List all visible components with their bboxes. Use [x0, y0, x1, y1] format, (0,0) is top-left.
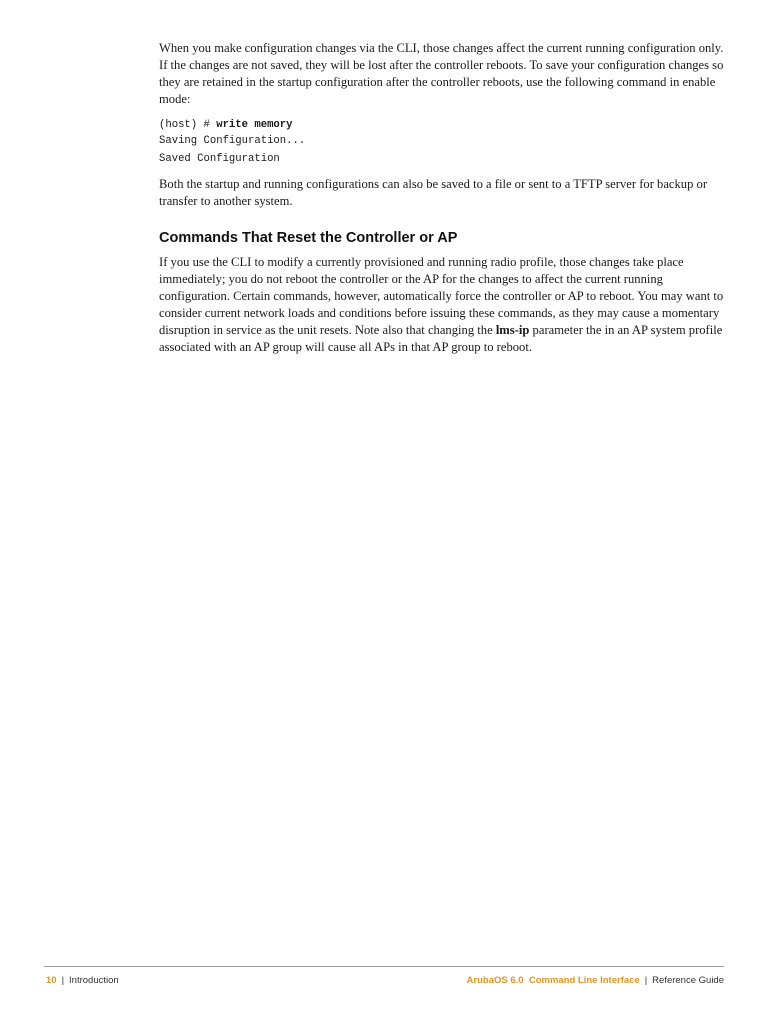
- footer-separator: |: [644, 975, 648, 986]
- page-footer: [46, 974, 724, 988]
- intro-paragraph: When you make configuration changes via the CLI, those changes affect the current running configuration only. If the changes are not saved, they will be lost after the controller reboots. To save your configuration changes so they are retained in the startup configuration after the controller reboots, use the following command in enable mode:: [159, 41, 724, 106]
- footer-right: [467, 974, 724, 988]
- section-paragraph: [159, 254, 729, 356]
- keyword-lms-ip: lms-ip: [495, 323, 530, 337]
- code-output-line-2: Saved Configuration: [159, 153, 280, 165]
- chapter-name: Introduction: [69, 975, 119, 986]
- code-command: write memory: [216, 119, 293, 131]
- footer-separator: |: [61, 975, 65, 986]
- section-paragraph-text-after: parameter the in an AP system profile associated with an AP group will cause all APs in that AP group to reboot.: [159, 323, 723, 354]
- section-paragraph-text-before: If you use the CLI to modify a currently provisioned and running radio profile, those changes take place immediately; you do not reboot the controller or the AP for the changes to affect the current running configuration. Certain commands, however, automatically force the controller or AP to reboot. You may want to consider current network loads and conditions before issuing these commands, as they may cause a momentary disruption in service as the unit resets. Note also that changing the: [159, 255, 724, 337]
- code-command-line: [159, 117, 729, 149]
- footer-left: [46, 974, 119, 988]
- footer-divider: [44, 966, 724, 967]
- page-number: 10: [46, 975, 57, 986]
- product-title: Command Line Interface: [528, 975, 640, 986]
- code-output-line: Saving Configuration...: [159, 135, 306, 147]
- save-paragraph: Both the startup and running configurations can also be saved to a file or sent to a TFTP server for backup or transfer to another system.: [159, 177, 708, 208]
- section-heading: Commands That Reset the Controller or AP: [159, 230, 458, 246]
- page-content: [159, 40, 729, 356]
- code-prompt: (host) #: [159, 119, 217, 131]
- product-name: ArubaOS 6.0: [466, 975, 524, 986]
- guide-name: Reference Guide: [652, 975, 724, 986]
